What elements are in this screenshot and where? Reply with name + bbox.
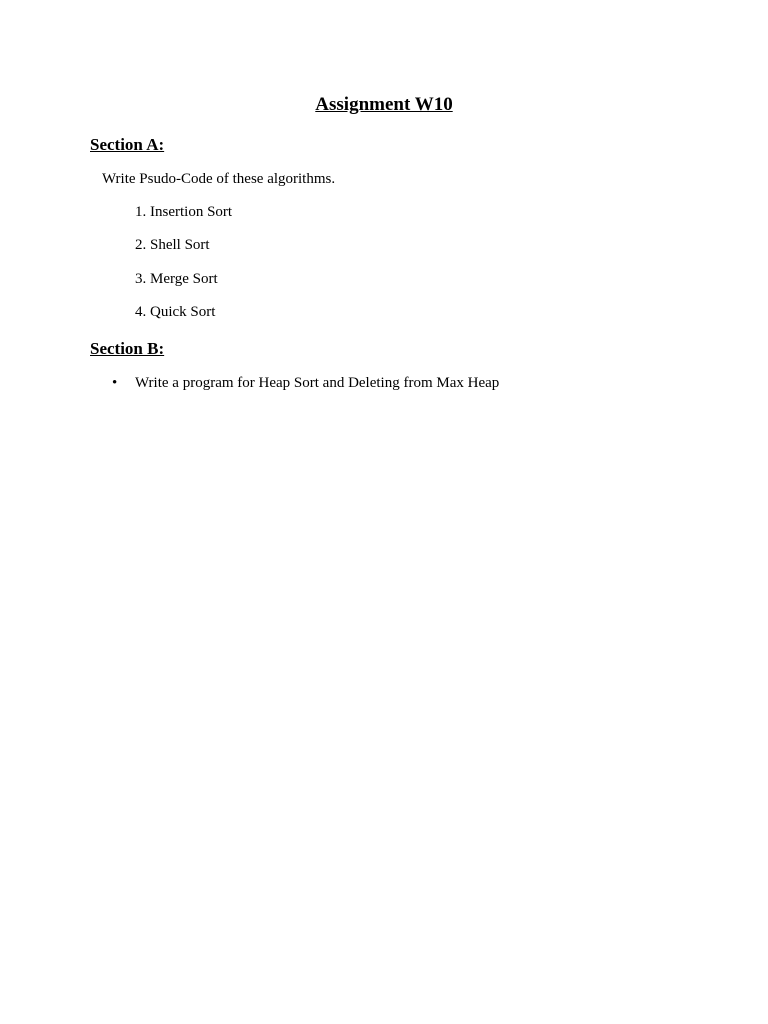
list-item: 2. Shell Sort [135, 237, 210, 254]
list-item: 4. Quick Sort [135, 303, 216, 320]
algorithm-list [135, 203, 232, 336]
bullet-icon: • [112, 375, 118, 391]
section-b-heading: Section B: [90, 339, 165, 358]
list-item-text: Write a program for Heap Sort and Deleting from Max Heap [135, 375, 500, 391]
section-a-intro: Write Psudo-Code of these algorithms. [102, 171, 336, 187]
section-b-list [112, 374, 499, 392]
document-title: Assignment W10 [315, 94, 453, 115]
list-item: 1. Insertion Sort [135, 204, 233, 220]
section-a-heading: Section A: [90, 135, 165, 154]
list-item: 3. Merge Sort [135, 270, 218, 287]
list-item [112, 374, 499, 392]
